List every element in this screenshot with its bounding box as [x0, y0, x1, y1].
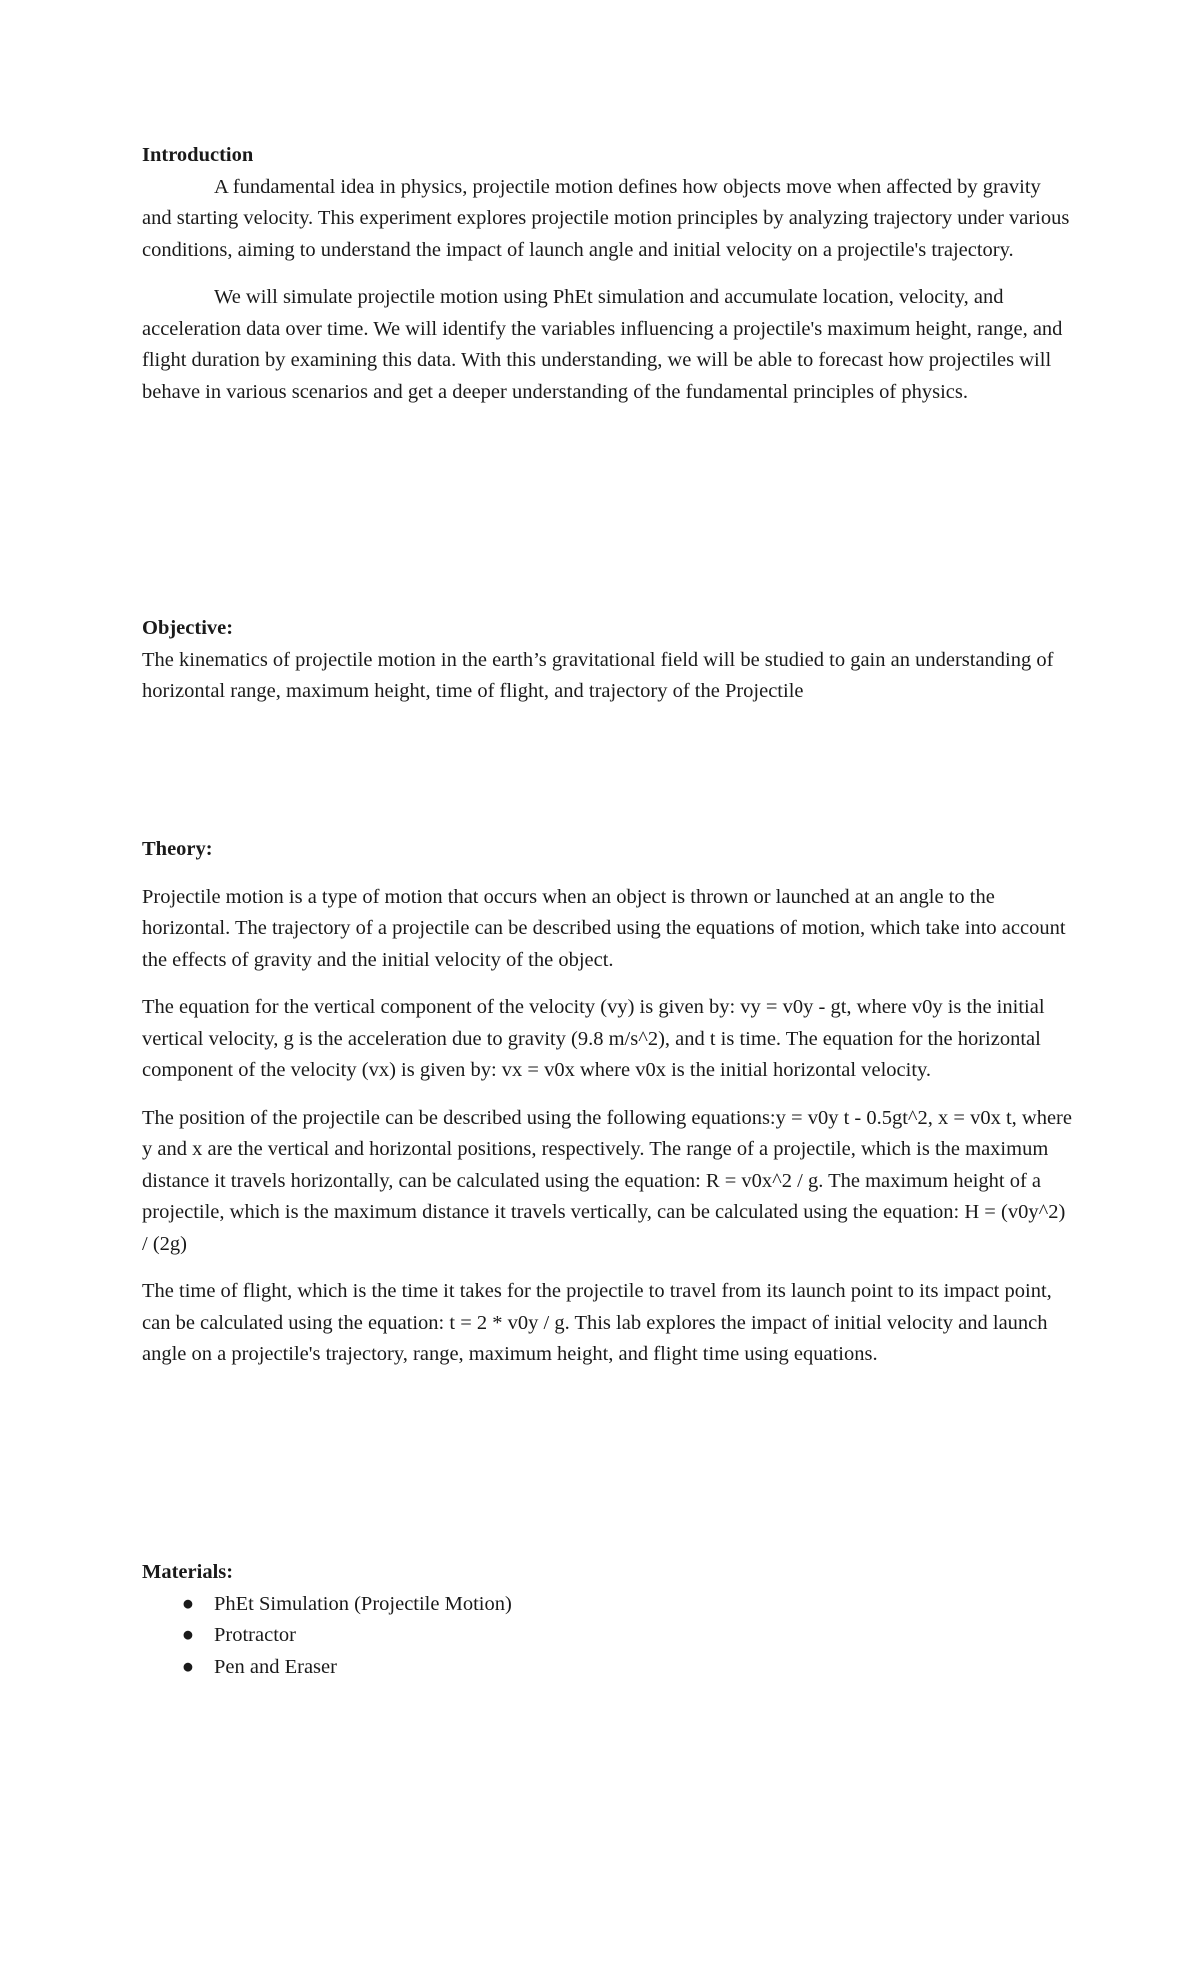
- objective-section: [142, 613, 1072, 708]
- introduction-section: [142, 140, 1072, 408]
- objective-text: The kinematics of projectile motion in the earth’s gravitational field will be studied to gain an understanding of horizontal range, maximum height, time of flight, and trajectory of the Projectile: [142, 648, 1054, 702]
- bullet-icon: ●: [181, 1655, 195, 1678]
- material-item-label: Pen and Eraser: [214, 1655, 337, 1678]
- material-item-label: PhEt Simulation (Projectile Motion): [214, 1592, 512, 1615]
- introduction-paragraph-1: A fundamental idea in physics, projectile motion defines how objects move when affected by gravity and starting velocity. This experiment explores projectile motion principles by analyzing trajectory under various conditions, aiming to understand the impact of launch angle and initial velocity on a projectile's trajectory.: [142, 175, 1070, 261]
- materials-section: [142, 1557, 1072, 1683]
- material-item-label: Protractor: [214, 1624, 296, 1646]
- theory-paragraph-2: The equation for the vertical component of the velocity (vy) is given by: vy = v0y - gt, where v0y is the initial vertical velocity, g is the acceleration due to gravity (9.8 m/s^2), and t is time. The equation for the horizontal component of the velocity (vx) is given by: vx = v0x where v0x is the initial horizontal velocity.: [142, 996, 1045, 1081]
- bullet-icon: ●: [181, 1592, 195, 1615]
- materials-heading: Materials:: [142, 1561, 234, 1583]
- materials-list: [142, 1589, 1072, 1684]
- list-item: [142, 1620, 1072, 1652]
- introduction-paragraph-2: We will simulate projectile motion using PhEt simulation and accumulate location, velocity, and acceleration data over time. We will identify the variables influencing a projectile's maximum height, range, and flight duration by examining this data. With this understanding, we will be able to forecast how projectiles will behave in various scenarios and get a deeper understanding of the fundamental principles of physics.: [142, 286, 1063, 403]
- list-item: [142, 1652, 1072, 1684]
- list-item: [142, 1589, 1072, 1621]
- theory-paragraph-1: Projectile motion is a type of motion that occurs when an object is thrown or launched at an angle to the horizontal. The trajectory of a projectile can be described using the equations of motion, which take into account the effects of gravity and the initial velocity of the object.: [142, 885, 1066, 971]
- theory-paragraph-3: The position of the projectile can be described using the following equations:y = v0y t - 0.5gt^2, x = v0x t, where y and x are the vertical and horizontal positions, respectively. The range of a projectile, which is the maximum distance it travels horizontally, can be calculated using the equation: R = v0x^2 / g. The maximum height of a projectile, which is the maximum distance it travels vertically, can be calculated using the equation: H = (v0y^2) / (2g): [142, 1106, 1072, 1255]
- introduction-heading: Introduction: [142, 144, 254, 166]
- theory-heading: Theory:: [142, 838, 213, 860]
- theory-section: [142, 834, 1072, 1371]
- theory-paragraph-4: The time of flight, which is the time it takes for the projectile to travel from its launch point to its impact point, can be calculated using the equation: t = 2 * v0y / g. This lab explores the impact of initial velocity and launch angle on a projectile's trajectory, range, maximum height, and flight time using equations.: [142, 1280, 1052, 1365]
- objective-heading: Objective:: [142, 617, 234, 639]
- bullet-icon: ●: [181, 1624, 195, 1646]
